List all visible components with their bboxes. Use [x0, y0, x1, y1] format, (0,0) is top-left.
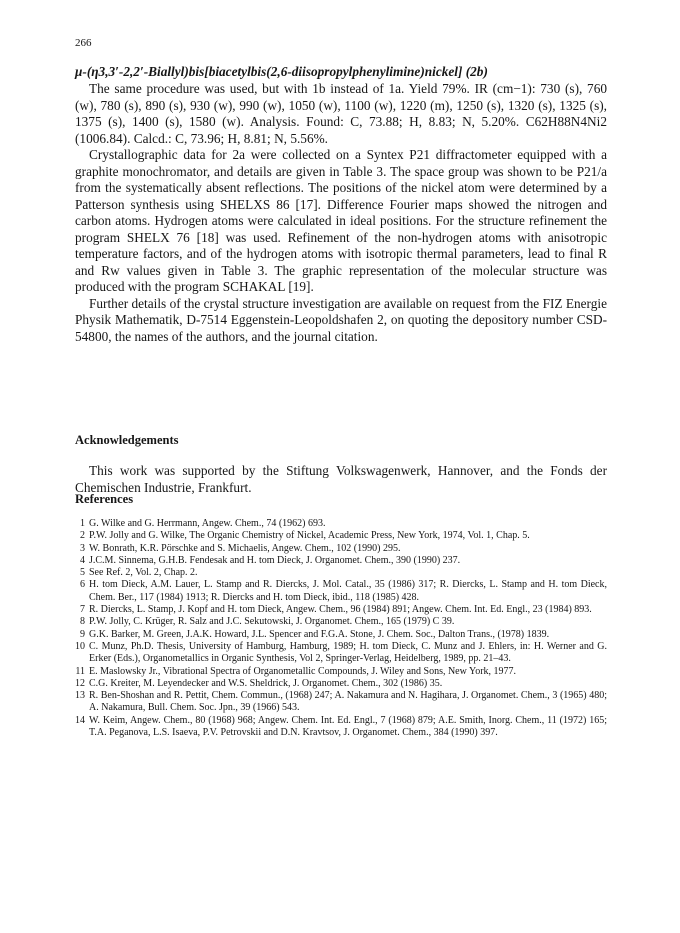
reference-text: J.C.M. Sinnema, G.H.B. Fendesak and H. tom Dieck, J. Organomet. Chem., 390 (1990) 237.	[89, 554, 461, 566]
reference-number: 5	[80, 567, 85, 579]
reference-number: 7	[80, 604, 85, 616]
reference-number: 9	[80, 628, 85, 640]
reference-text: W. Keim, Angew. Chem., 80 (1968) 968; Angew. Chem. Int. Ed. Engl., 7 (1968) 879; A.E. Smith, Inorg. Chem., 11 (1972) 165; T.A. Peganova, L.S. Isaeva, P.V. Petrovskii and D.N. Kravtsov, J. Organomet. Chem., 384 (1990) 397.	[89, 714, 607, 739]
reference-item	[75, 641, 607, 666]
reference-item	[75, 616, 607, 628]
reference-text: R. Diercks, L. Stamp, J. Kopf and H. tom Dieck, Angew. Chem., 96 (1984) 891; Angew. Chem. Int. Ed. Engl., 23 (1984) 893.	[89, 604, 592, 616]
reference-text: H. tom Dieck, A.M. Lauer, L. Stamp and R. Diercks, J. Mol. Catal., 35 (1986) 317; R. Diercks, L. Stamp and H. tom Dieck, Chem. Ber., 117 (1984) 1913; R. Diercks and H. tom Dieck, ibid., 118 (1985) 428.	[89, 579, 607, 603]
reference-number: 3	[80, 542, 85, 554]
reference-item	[75, 579, 607, 604]
reference-number: 12	[75, 677, 85, 689]
page-number: 266	[75, 37, 92, 49]
acknowledgements-text: This work was supported by the Stiftung Volkswagenwerk, Hannover, and the Fonds der Chemischen Industrie, Frankfurt.	[75, 463, 607, 495]
reference-item	[75, 543, 607, 555]
acknowledgements-section	[75, 463, 607, 496]
reference-item	[75, 530, 607, 542]
experimental-paragraph: The same procedure was used, but with 1b instead of 1a. Yield 79%. IR (cm−1): 730 (s), 760 (w), 780 (s), 890 (s), 930 (w), 990 (w), 1050 (w), 1100 (w), 1220 (m), 1250 (s), 1320 (s), 1325 (s), 1375 (s), 1400 (s), 1580 (w). Analysis. Found: C, 73.88; H, 8.83; N, 5.20%. C62H88N4Ni2 (1006.84). Calcd.: C, 73.96; H, 8.81; N, 5.56%.	[75, 81, 607, 146]
reference-number: 4	[80, 554, 85, 566]
references-heading: References	[75, 492, 134, 506]
reference-item	[75, 690, 607, 715]
reference-text: G.K. Barker, M. Green, J.A.K. Howard, J.L. Spencer and F.G.A. Stone, J. Chem. Soc., Dalton Trans., (1978) 1839.	[89, 628, 550, 640]
reference-number: 1	[80, 518, 85, 529]
compound-title: μ-(η3,3′-2,2′-Biallyl)bis[biacetylbis(2,6-diisopropylphenylimine)nickel] (2b)	[75, 64, 488, 79]
acknowledgements-heading: Acknowledgements	[75, 433, 179, 447]
crystallography-paragraph: Crystallographic data for 2a were collected on a Syntex P21 diffractometer equipped with a graphite monochromator, and details are given in Table 3. The space group was shown to be P21/a from the systematically absent reflections. The positions of the nickel atom were determined by a Patterson synthesis using SHELXS 86 [17]. Difference Fourier maps showed the nitrogen and carbon atoms. Hydrogen atoms were calculated in ideal positions. For the structure refinement the program SHELX 76 [18] was used. Refinement of the non-hydrogen atoms with anisotropic temperature factors, and of the hydrogen atoms with isotropic thermal parameters, lead to final R and Rw values given in Table 3. The graphic representation of the molecular structure was produced with the program SCHAKAL [19].	[75, 147, 607, 294]
reference-number: 8	[80, 616, 85, 628]
reference-text: P.W. Jolly and G. Wilke, The Organic Chemistry of Nickel, Academic Press, New York, 1974, Vol. 1, Chap. 5.	[89, 530, 530, 542]
reference-text: W. Bonrath, K.R. Pörschke and S. Michaelis, Angew. Chem., 102 (1990) 295.	[89, 542, 401, 554]
reference-number: 2	[80, 530, 85, 542]
reference-number: 10	[75, 640, 85, 652]
reference-item	[75, 604, 607, 616]
reference-item	[75, 567, 607, 579]
further-details-paragraph: Further details of the crystal structure investigation are available on request from the FIZ Energie Physik Mathematik, D-7514 Eggenstein-Leopoldshafen 2, on quoting the depository number CSD-54800, the names of the authors, and the journal citation.	[75, 295, 607, 344]
reference-number: 14	[75, 714, 85, 726]
reference-text: G. Wilke and G. Herrmann, Angew. Chem., 74 (1962) 693.	[89, 518, 326, 529]
reference-number: 13	[75, 690, 85, 702]
reference-item	[75, 518, 607, 530]
reference-list	[75, 518, 607, 739]
reference-text: C.G. Kreiter, M. Leyendecker and W.S. Sheldrick, J. Organomet. Chem., 302 (1986) 35.	[89, 677, 443, 689]
reference-text: See Ref. 2, Vol. 2, Chap. 2.	[89, 567, 198, 579]
reference-item	[75, 629, 607, 641]
reference-text: E. Maslowsky Jr., Vibrational Spectra of Organometallic Compounds, J. Wiley and Sons, New York, 1977.	[89, 665, 517, 677]
reference-item	[75, 555, 607, 567]
reference-text: P.W. Jolly, C. Krüger, R. Salz and J.C. Sekutowski, J. Organomet. Chem., 165 (1979) C 39.	[89, 616, 455, 628]
reference-number: 11	[75, 665, 85, 677]
reference-text: C. Munz, Ph.D. Thesis, University of Hamburg, Hamburg, 1989; H. tom Dieck, C. Munz and J. Ehlers, in: H. Werner and G. Erker (Eds.), Organometallics in Organic Synthesis, Vol 2, Springer-Verlag, Heidelberg, 1989, pp. 21–43.	[89, 640, 607, 665]
reference-item	[75, 666, 607, 678]
reference-text: R. Ben-Shoshan and R. Pettit, Chem. Commun., (1968) 247; A. Nakamura and N. Hagihara, J. Organomet. Chem., 3 (1965) 480; A. Nakamura, Bull. Chem. Soc. Jpn., 39 (1966) 543.	[89, 690, 607, 714]
reference-item	[75, 678, 607, 690]
experimental-section	[75, 81, 607, 345]
reference-item	[75, 715, 607, 740]
reference-number: 6	[80, 579, 85, 591]
